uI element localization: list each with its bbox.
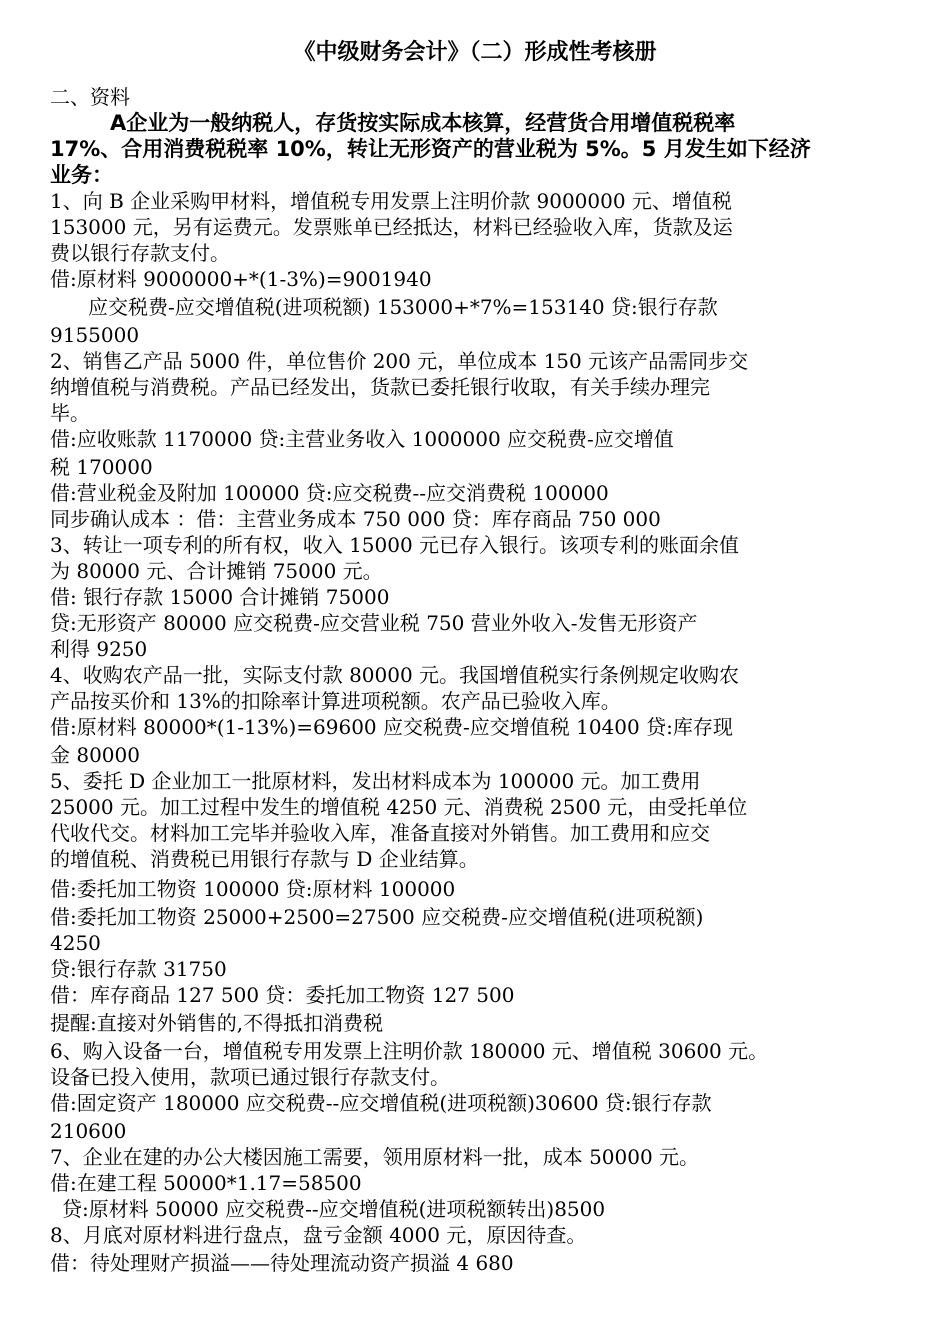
journal-entry: 借:营业税金及附加 100000 贷:应交税费--应交消费税 100000 [50,481,609,505]
journal-entry: 借：待处理财产损溢——待处理流动资产损溢 4 680 [50,1251,514,1275]
journal-entry: 借: 银行存款 15000 合计摊销 75000 [50,585,390,609]
item-1-text: 1、向 B 企业采购甲材料，增值税专用发票上注明价款 9000000 元、增值税 [50,189,732,213]
document-title: 《中级财务会计》（二）形成性考核册 [293,40,657,65]
intro-line-3: 业务： [50,163,113,187]
journal-entry: 210600 [50,1119,127,1143]
journal-entry: 同步确认成本 ：借：主营业务成本 750 000 贷：库存商品 750 000 [50,507,661,531]
item-5-text: 25000 元。加工过程中发生的增值税 4250 元、消费税 2500 元，由受托单位 [50,795,748,819]
journal-entry: 贷:原材料 50000 应交税费--应交增值税(进项税额转出)8500 [62,1197,606,1221]
intro-line-1: A企业为一般纳税人，存货按实际成本核算，经营货合用增值税税率 [110,111,736,135]
journal-entry: 借:应收账款 1170000 贷:主营业务收入 1000000 应交税费-应交增值 [50,427,674,451]
reminder-note: 提醒:直接对外销售的,不得抵扣消费税 [50,1011,384,1035]
item-5-text: 代收代交。材料加工完毕并验收入库，准备直接对外销售。加工费用和应交 [50,821,710,845]
journal-entry: 4250 [50,931,101,955]
item-1-text: 费以银行存款支付。 [50,241,230,265]
item-3-text: 为 80000 元、合计摊销 75000 元。 [50,559,383,583]
item-2-text: 纳增值税与消费税。产品已经发出，货款已委托银行收取，有关手续办理完 [50,375,710,399]
journal-entry: 借:在建工程 50000*1.17=58500 [50,1171,362,1195]
journal-entry: 借：库存商品 127 500 贷：委托加工物资 127 500 [50,983,515,1007]
item-4-text: 产品按买价和 13%的扣除率计算进项税额。农产品已验收入库。 [50,689,621,713]
journal-entry: 税 170000 [50,455,153,479]
journal-entry: 借:固定资产 180000 应交税费--应交增值税(进项税额)30600 贷:银行存款 [50,1091,712,1115]
item-5-text: 的增值税、消费税已用银行存款与 D 企业结算。 [50,847,479,871]
item-1-text: 153000 元，另有运费元。发票账单已经抵达，材料已经验收入库，货款及运 [50,215,733,239]
item-2-text: 2、销售乙产品 5000 件，单位售价 200 元，单位成本 150 元该产品需同步交 [50,349,749,373]
journal-entry: 贷:银行存款 31750 [50,957,227,981]
journal-entry: 借:原材料 80000*(1-13%)=69600 应交税费-应交增值税 10400 贷:库存现 [50,715,733,739]
item-3-text: 3、转让一项专利的所有权，收入 15000 元已存入银行。该项专利的账面余值 [50,533,740,557]
journal-entry: 贷:无形资产 80000 应交税费-应交营业税 750 营业外收入-发售无形资产 [50,611,698,635]
journal-entry: 借:委托加工物资 25000+2500=27500 应交税费-应交增值税(进项税额) [50,905,704,929]
journal-entry: 9155000 [50,323,140,347]
journal-entry: 金 80000 [50,743,140,767]
intro-line-2: 17%、合用消费税税率 10%，转让无形资产的营业税为 5%。5 月发生如下经济 [50,137,811,161]
section-heading: 二、资料 [50,85,130,109]
item-6-text: 6、购入设备一台，增值税专用发票上注明价款 180000 元、增值税 30600 元。 [50,1039,769,1063]
journal-entry: 应交税费-应交增值税(进项税额) 153000+*7%=153140 贷:银行存款 [88,295,718,319]
journal-entry: 利得 9250 [50,637,148,661]
item-7-text: 7、企业在建的办公大楼因施工需要，领用原材料一批，成本 50000 元。 [50,1145,700,1169]
item-2-text: 毕。 [50,401,90,425]
item-4-text: 4、收购农产品一批，实际支付款 80000 元。我国增值税实行条例规定收购农 [50,663,740,687]
journal-entry: 借:委托加工物资 100000 贷:原材料 100000 [50,877,456,901]
item-8-text: 8、月底对原材料进行盘点，盘亏金额 4000 元，原因待查。 [50,1223,587,1247]
journal-entry: 借:原材料 9000000+*(1-3%)=9001940 [50,267,432,291]
item-6-text: 设备已投入使用，款项已通过银行存款支付。 [50,1065,450,1089]
item-5-text: 5、委托 D 企业加工一批原材料，发出材料成本为 100000 元。加工费用 [50,769,701,793]
